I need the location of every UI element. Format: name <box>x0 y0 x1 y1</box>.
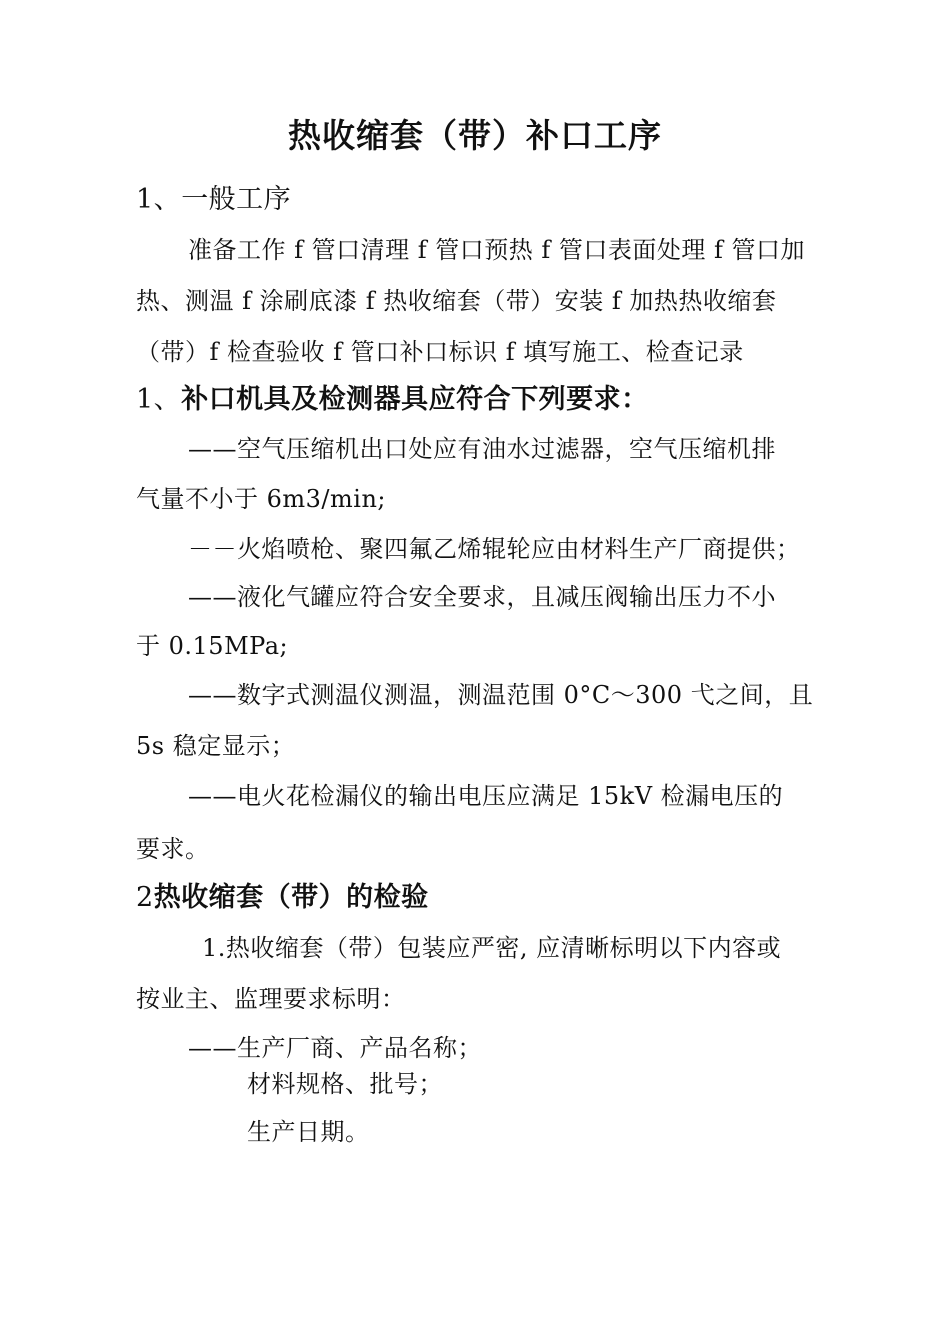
section-2-number: 1、 <box>136 384 182 415</box>
document-title: 热收缩套（带）补口工序 <box>288 116 662 155</box>
section-3-number: 2 <box>136 882 154 913</box>
section-2-title: 补口机具及检测器具应符合下列要求： <box>181 384 649 415</box>
section-2-line-6: ——数字式测温仪测温，测温范围 0°C〜300 弋之间，且 <box>188 681 814 709</box>
section-1-line-2: 热、测温 f 涂刷底漆 f 热收缩套（带）安装 f 加热热收缩套 <box>136 287 777 315</box>
section-2-line-2: 气量不小于 6m3/min; <box>136 485 386 513</box>
section-1-line-3: （带）f 检查验收 f 管口补口标识 f 填写施工、检查记录 <box>136 338 744 366</box>
section-3-title: 热收缩套（带）的检验 <box>153 882 429 913</box>
section-3-line-3: ——生产厂商、产品名称； <box>188 1034 482 1062</box>
section-2-line-7: 5s 稳定显示； <box>136 732 296 760</box>
section-1-title: 一般工序 <box>181 184 292 215</box>
section-3-line-5: 生产日期。 <box>247 1118 370 1146</box>
section-3-heading <box>136 878 429 918</box>
section-3-line-4: 材料规格、批号； <box>247 1070 443 1098</box>
section-2-line-5: 于 0.15MPa; <box>136 632 289 660</box>
section-1-line-1: 准备工作 f 管口清理 f 管口预热 f 管口表面处理 f 管口加 <box>188 236 806 264</box>
section-2-line-3: －－火焰喷枪、聚四氟乙烯辊轮应由材料生产厂商提供； <box>188 535 801 563</box>
section-2-heading <box>136 380 649 420</box>
section-2-line-1: ——空气压缩机出口处应有油水过滤器，空气压缩机排 <box>188 435 776 463</box>
section-3-line-1: 1.热收缩套（带）包装应严密, 应清晰标明以下内容或 <box>202 934 782 962</box>
section-1-number: 1、 <box>136 184 182 215</box>
section-3-line-2: 按业主、监理要求标明： <box>136 985 406 1013</box>
section-2-line-4: ——液化气罐应符合安全要求，且减压阀输出压力不小 <box>188 583 776 611</box>
section-1-heading <box>136 180 291 220</box>
section-2-line-8: ——电火花检漏仪的输出电压应满足 15kV 检漏电压的 <box>188 782 784 810</box>
section-2-line-9: 要求。 <box>136 835 210 863</box>
